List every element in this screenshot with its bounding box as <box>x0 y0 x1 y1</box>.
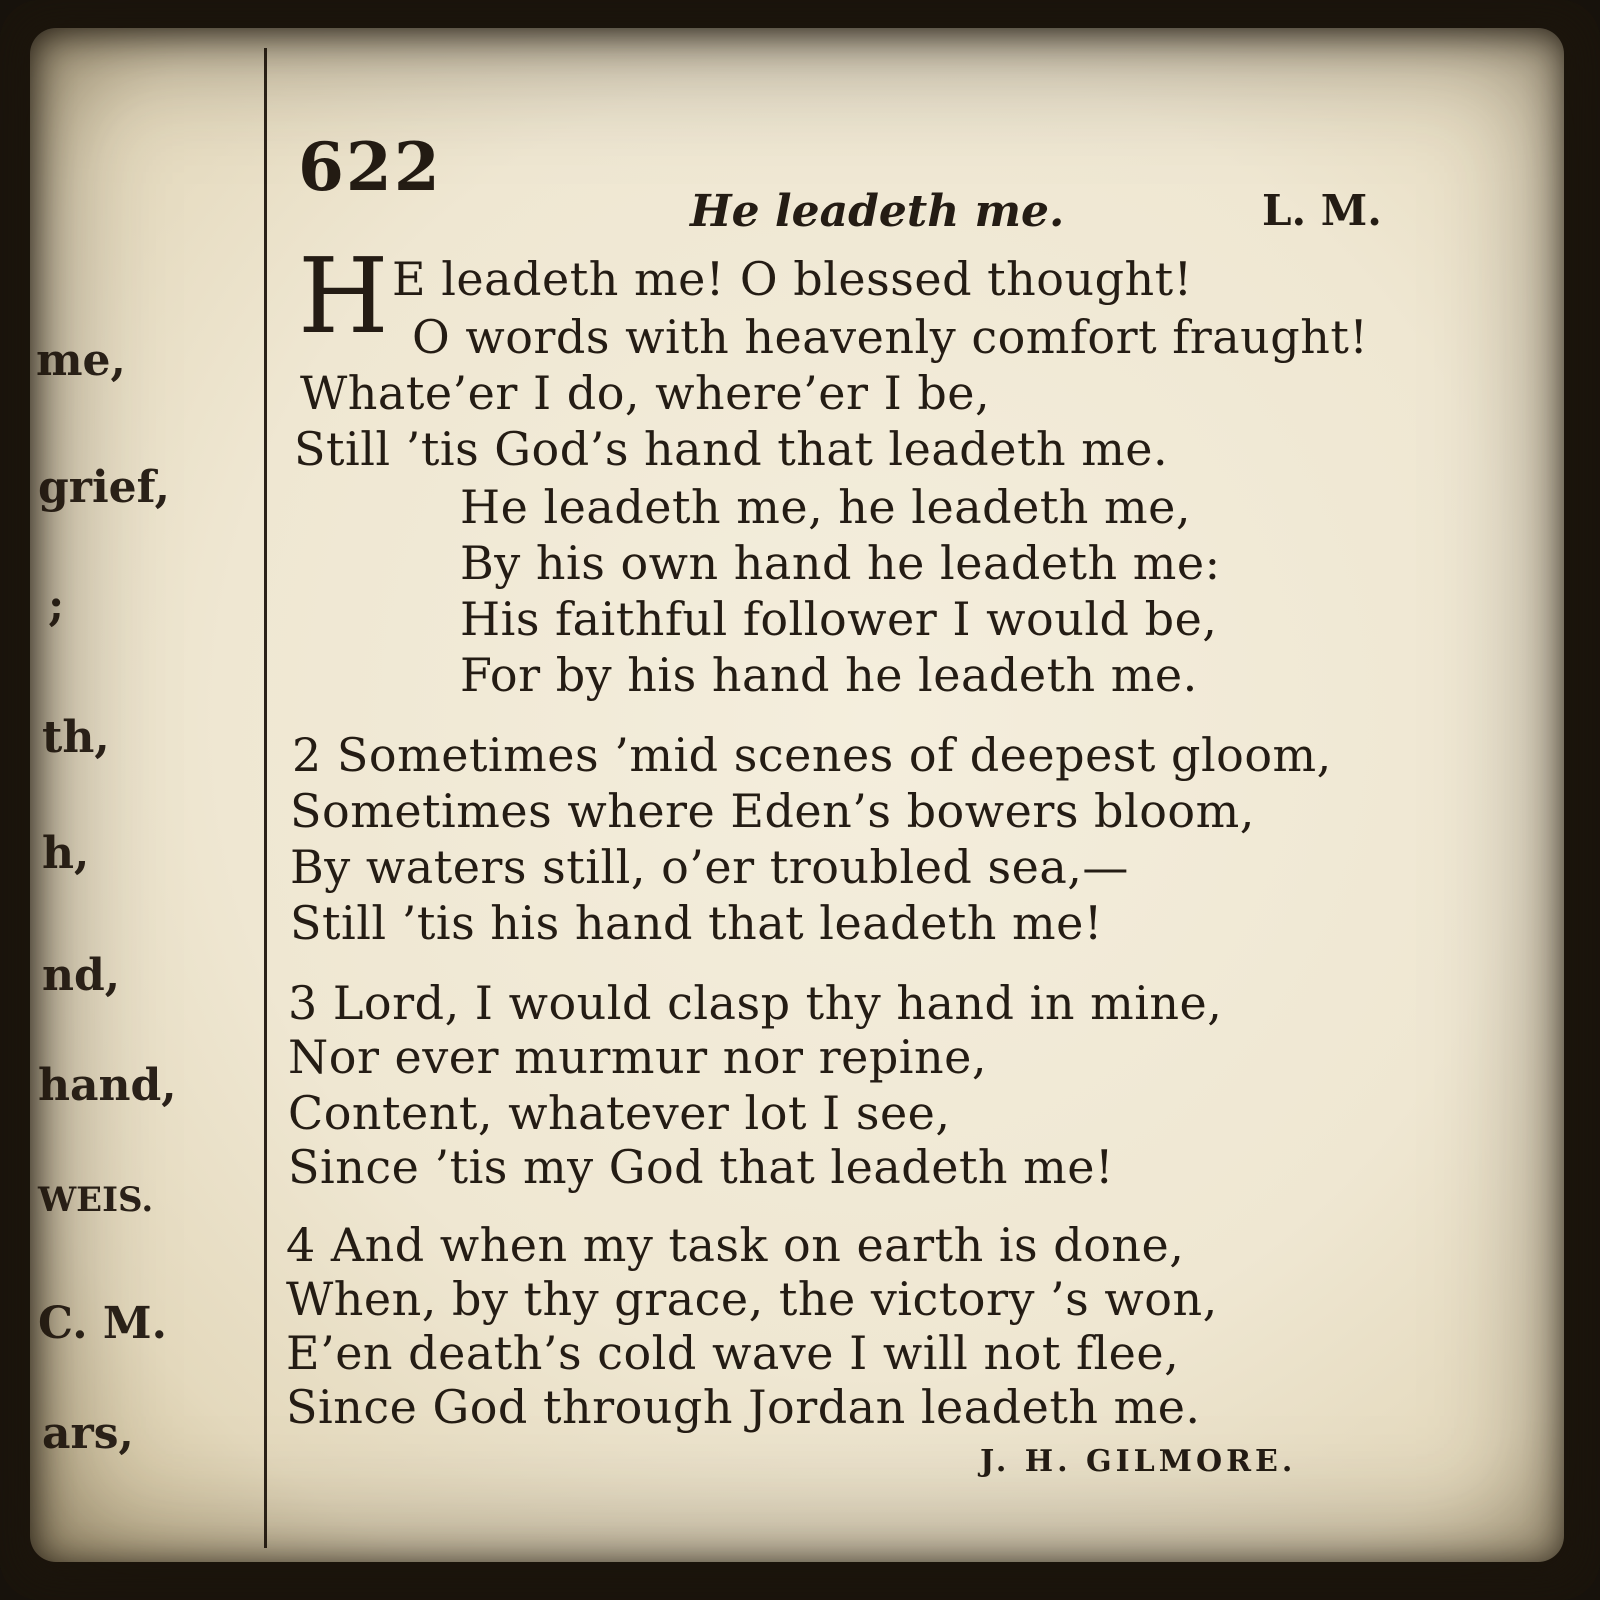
chorus-line: By his own hand he leadeth me: <box>460 536 1221 590</box>
prev-column-word: hand, <box>38 1060 177 1111</box>
verse-line: O words with heavenly comfort fraught! <box>412 310 1369 364</box>
hymn-title: He leadeth me. <box>690 186 1065 237</box>
verse-line: By waters still, o’er troubled sea,— <box>290 840 1129 894</box>
prev-column-word: WEIS. <box>38 1180 154 1220</box>
chorus-line: His faithful follower I would be, <box>460 592 1218 646</box>
verse-line: Still ’tis his hand that leadeth me! <box>290 896 1103 950</box>
verse-line: When, by thy grace, the victory ’s won, <box>286 1272 1218 1326</box>
drop-cap: H <box>298 235 389 357</box>
verse-line: Nor ever murmur nor repine, <box>288 1030 987 1084</box>
hymn-author: J. H. GILMORE. <box>980 1444 1297 1479</box>
prev-column-word: C. M. <box>38 1298 167 1349</box>
prev-column-word: th, <box>42 712 110 763</box>
prev-column-word: me, <box>36 335 126 386</box>
verse-line: Content, whatever lot I see, <box>288 1086 951 1140</box>
verse-line: Sometimes where Eden’s bowers bloom, <box>290 784 1255 838</box>
previous-column-fragment <box>0 0 260 1600</box>
verse-line: 4 And when my task on earth is done, <box>286 1218 1185 1272</box>
hymn-meter: L. M. <box>1262 186 1382 235</box>
verse-line: 3 Lord, I would clasp thy hand in mine, <box>288 976 1223 1030</box>
verse-line: Still ’tis God’s hand that leadeth me. <box>294 422 1169 476</box>
verse-line: Since God through Jordan leadeth me. <box>286 1380 1201 1434</box>
chorus-line: For by his hand he leadeth me. <box>460 648 1198 702</box>
prev-column-word: ; <box>48 580 65 631</box>
verse-line: Since ’tis my God that leadeth me! <box>288 1140 1114 1194</box>
hymn-number: 622 <box>298 128 442 206</box>
verse-line: E leadeth me! O blessed thought! <box>392 252 1193 306</box>
prev-column-word: grief, <box>38 462 170 513</box>
prev-column-word: h, <box>42 828 90 879</box>
column-rule <box>264 48 267 1548</box>
prev-column-word: nd, <box>42 950 121 1001</box>
verse-line: Whate’er I do, where’er I be, <box>300 366 991 420</box>
prev-column-word: ars, <box>42 1408 134 1459</box>
verse-line: E’en death’s cold wave I will not flee, <box>286 1326 1180 1380</box>
verse-line: 2 Sometimes ’mid scenes of deepest gloom, <box>292 728 1332 782</box>
chorus-line: He leadeth me, he leadeth me, <box>460 480 1192 534</box>
